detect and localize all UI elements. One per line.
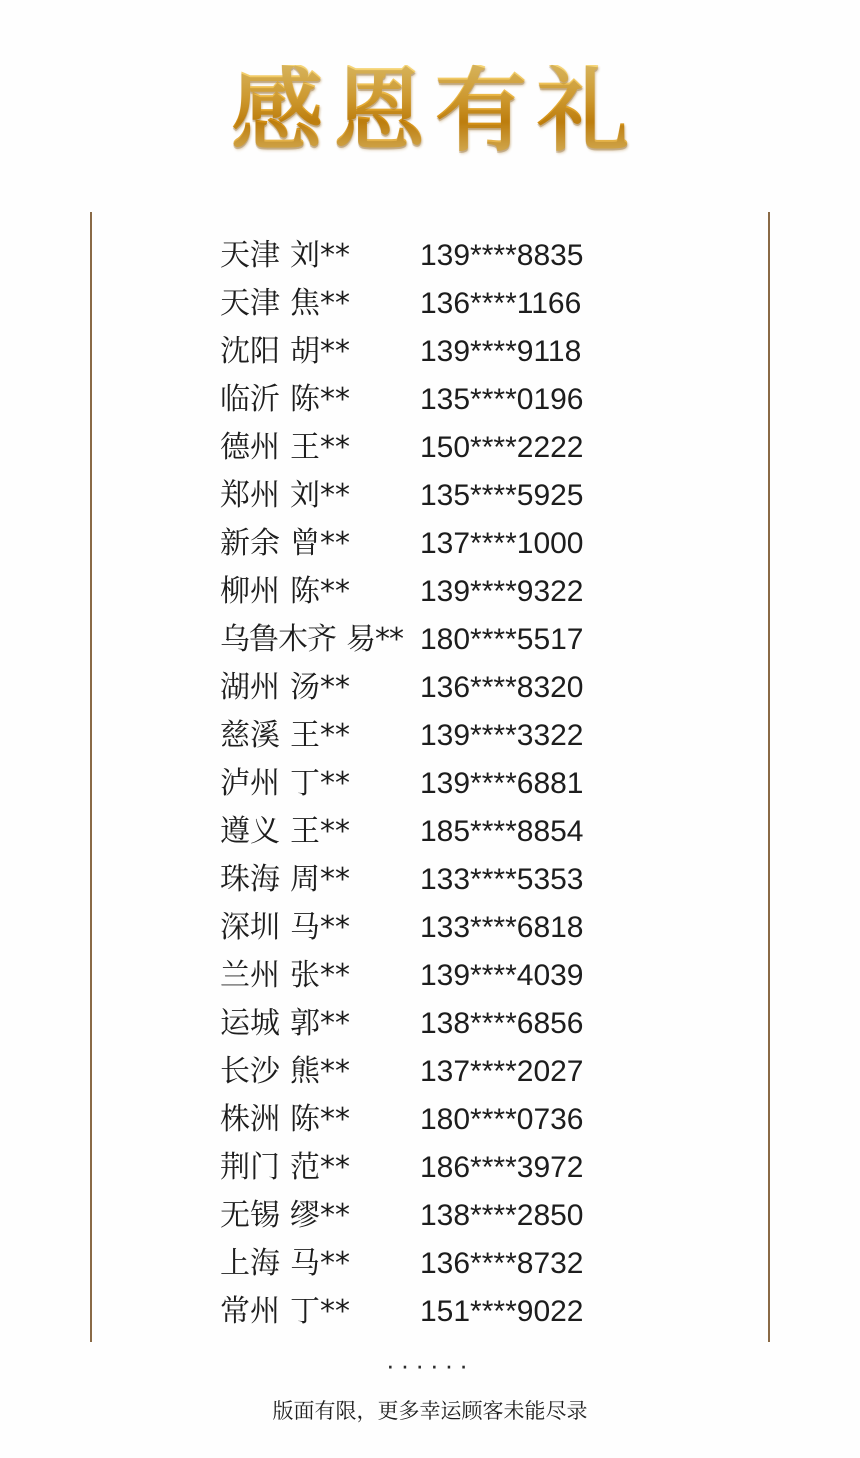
winner-city: 深圳 [220,910,280,945]
winner-name [220,614,420,658]
winner-name [220,806,420,850]
winner-city: 柳州 [220,574,280,609]
winner-surname: 王** [290,814,350,849]
winner-phone: 139****4039 [420,959,584,992]
winner-row [90,1190,770,1238]
winner-phone: 135****5925 [420,479,584,512]
winner-phone: 139****3322 [420,719,584,752]
winner-surname: 曾** [290,526,350,561]
winner-surname: 易** [346,622,403,657]
winner-city: 荆门 [220,1150,280,1185]
winner-surname: 王** [290,718,350,753]
winner-row [90,614,770,662]
winner-phone: 138****2850 [420,1199,584,1232]
winner-city: 天津 [220,286,280,321]
winner-city: 长沙 [220,1054,280,1089]
winner-surname: 马** [290,910,350,945]
winner-name [220,518,420,562]
winner-row [90,278,770,326]
winner-surname: 熊** [290,1054,350,1089]
winner-phone: 139****6881 [420,767,584,800]
winner-surname: 王** [290,430,350,465]
winner-row [90,230,770,278]
frame-rule-right [768,212,770,1342]
winner-name [220,1094,420,1138]
winner-row [90,374,770,422]
winner-row [90,806,770,854]
winner-surname: 缪** [290,1198,350,1233]
winner-row [90,1094,770,1142]
page-title: 感恩有礼 [221,65,639,157]
winner-phone: 151****9022 [420,1295,584,1328]
winner-row [90,1046,770,1094]
winner-surname: 丁** [290,1294,350,1329]
winner-name [220,1142,420,1186]
winner-name [220,374,420,418]
winner-city: 运城 [220,1006,280,1041]
ellipsis-dots: ······ [386,1350,474,1380]
winner-name [220,1238,420,1282]
winner-row [90,854,770,902]
winner-row [90,950,770,998]
winner-name [220,470,420,514]
winner-name [220,710,420,754]
winner-row [90,758,770,806]
winner-city: 临沂 [220,382,280,417]
winner-name [220,566,420,610]
winner-phone: 136****8320 [420,671,584,704]
winner-phone: 186****3972 [420,1151,584,1184]
winner-name [220,278,420,322]
winner-surname: 张** [290,958,350,993]
winner-surname: 胡** [290,334,350,369]
winner-surname: 马** [290,1246,350,1281]
winner-city: 遵义 [220,814,280,849]
winner-phone: 137****1000 [420,527,584,560]
winner-city: 天津 [220,238,280,273]
winner-name [220,662,420,706]
winner-row [90,470,770,518]
winner-phone: 133****6818 [420,911,584,944]
winner-name [220,998,420,1042]
winner-city: 新余 [220,526,280,561]
winner-row [90,422,770,470]
winner-name [220,422,420,466]
winner-city: 德州 [220,430,280,465]
winner-city: 常州 [220,1294,280,1329]
winner-row [90,998,770,1046]
winner-surname: 刘** [290,478,350,513]
winner-city: 郑州 [220,478,280,513]
winner-phone: 135****0196 [420,383,584,416]
winner-name [220,1286,420,1330]
winner-name [220,758,420,802]
winner-phone: 180****5517 [420,623,584,656]
winner-phone: 180****0736 [420,1103,584,1136]
winner-row [90,1238,770,1286]
winner-surname: 陈** [290,574,350,609]
winner-row [90,1286,770,1334]
winner-list-frame [90,212,770,1425]
winner-city: 乌鲁木齐 [220,622,336,657]
winner-row [90,566,770,614]
winner-row [90,1142,770,1190]
winner-name [220,902,420,946]
winner-name [220,230,420,274]
winner-surname: 汤** [290,670,350,705]
winner-name [220,1190,420,1234]
title-area [0,52,860,170]
winner-phone: 136****8732 [420,1247,584,1280]
frame-rule-left [90,212,92,1342]
winner-city: 兰州 [220,958,280,993]
winner-city: 无锡 [220,1198,280,1233]
winner-city: 珠海 [220,862,280,897]
winner-surname: 陈** [290,1102,350,1137]
winner-phone: 185****8854 [420,815,584,848]
winner-surname: 范** [290,1150,350,1185]
winner-surname: 周** [290,862,350,897]
winner-list [90,212,770,1334]
winner-phone: 139****9322 [420,575,584,608]
winner-name [220,1046,420,1090]
winner-surname: 焦** [290,286,350,321]
winner-row [90,902,770,950]
winner-phone: 139****9118 [420,335,582,368]
winner-surname: 刘** [290,238,350,273]
winner-row [90,662,770,710]
winner-phone: 136****1166 [420,287,582,320]
winner-city: 慈溪 [220,718,280,753]
winner-surname: 郭** [290,1006,350,1041]
winner-surname: 陈** [290,382,350,417]
winner-phone: 133****5353 [420,863,584,896]
winner-row [90,710,770,758]
winner-city: 泸州 [220,766,280,801]
winner-phone: 137****2027 [420,1055,584,1088]
winner-surname: 丁** [290,766,350,801]
winner-name [220,854,420,898]
winner-row [90,518,770,566]
footer-note: 版面有限，更多幸运顾客未能尽录 [272,1399,588,1423]
winner-phone: 139****8835 [420,239,584,272]
winner-city: 株洲 [220,1102,280,1137]
winner-row [90,326,770,374]
winner-name [220,950,420,994]
winner-city: 上海 [220,1246,280,1281]
winner-phone: 138****6856 [420,1007,584,1040]
winner-name [220,326,420,370]
winner-city: 沈阳 [220,334,280,369]
winner-city: 湖州 [220,670,280,705]
winner-phone: 150****2222 [420,431,584,464]
